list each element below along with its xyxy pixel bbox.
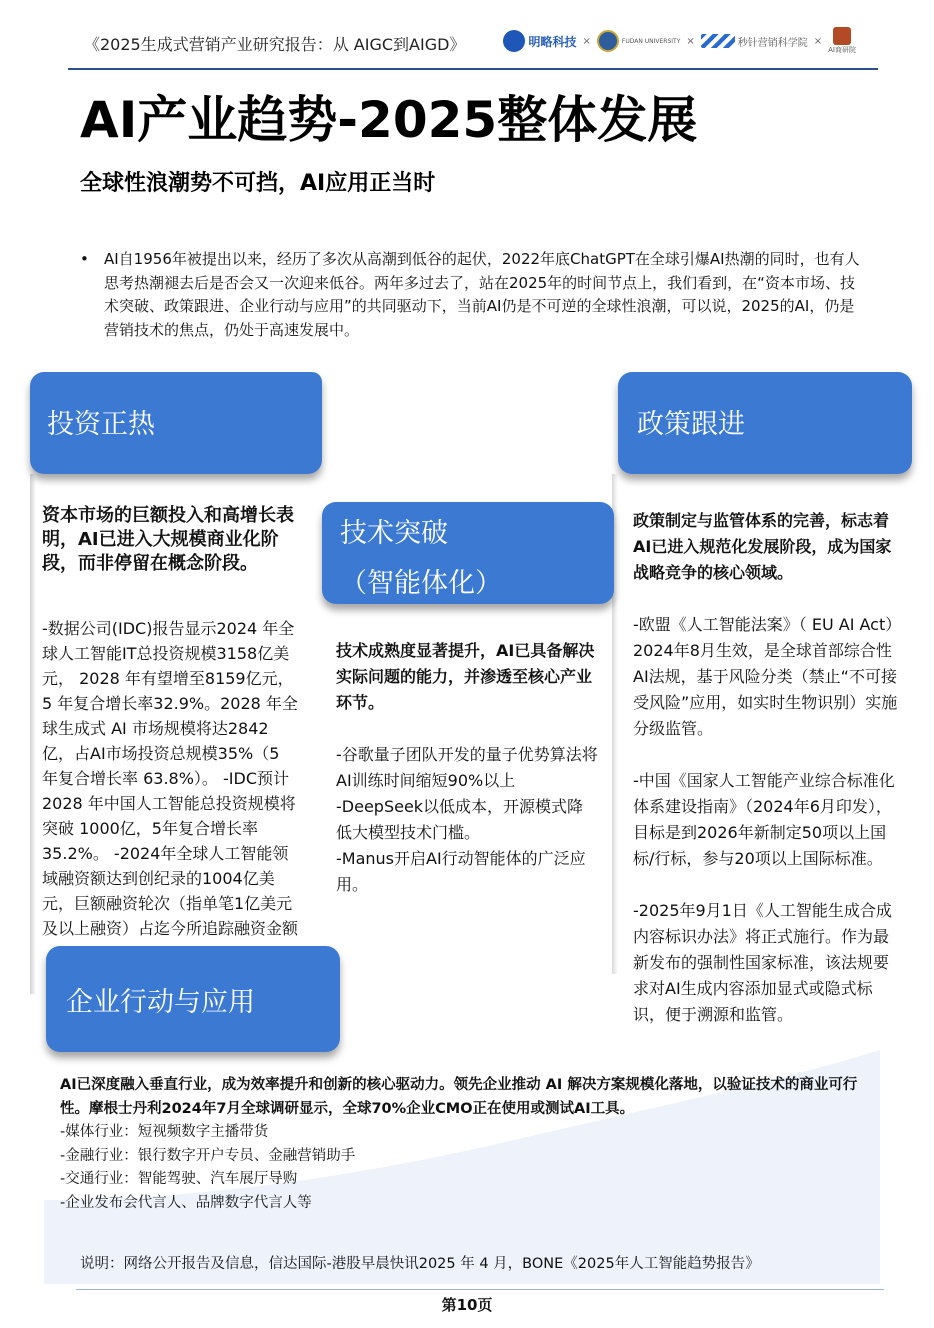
section-heading-tech [322,502,614,604]
enterprise-body [60,1074,860,1215]
enterprise-lead: AI已深度融入垂直行业，成为效率提升和创新的核心驱动力。领先企业推动 AI 解决方案规模化落地，以验证技术的商业可行性。摩根士丹利2024年7月全球调研显示，全球70%企业CMO正在使用或测试AI工具。 [60,1077,858,1117]
invest-detail: -数据公司(IDC)报告显示2024 年全球人工智能IT总投资规模3158亿美元， 2028 年有望增至8159亿元，5 年复合增长率32.9%。2028 年全球生成式 AI 市场规模将达2842亿，占AI市场投资总规模35%（5 年复合增长率 63.8%）。 -IDC预计 2028 年中国人工智能总投资规模将突破 1000亿，5年复合增长率35.2%。 -2024年全球人工智能领域融资额达到创纪录的1004亿美元，巨额融资轮次（指单笔1亿美元及以上融资）占迄今所追踪融资金额 [42,619,299,938]
enterprise-heading-text: 企业行动与应用 [66,987,255,1018]
tech-item: -DeepSeek以低成本，开源模式降低大模型技术门槛。 [336,797,584,842]
tech-item: -Manus开启AI行动智能体的广泛应用。 [336,849,586,894]
intro-paragraph [80,248,880,342]
column-shadow [30,474,36,994]
logo-miaozhen [701,34,808,49]
policy-item: -中国《国家人工智能产业综合标准化体系建设指南》（2024年6月印发），目标是到2026年新制定50项以上国标/行标，参与20项以上国际标准。 [633,771,895,868]
policy-lead: 政策制定与监管体系的完善，标志着AI已进入规范化发展阶段，成为国家战略竞争的核心领域。 [633,511,892,582]
enterprise-item: -企业发布会代言人、品牌数字代言人等 [60,1194,312,1211]
miaozhen-wave-icon [701,34,735,48]
fudan-seal-icon [597,30,619,52]
logo-separator: × [813,35,823,47]
logo-ai-institute [828,27,856,55]
enterprise-item: -媒体行业：短视频数字主播带货 [60,1124,269,1140]
invest-lead: 资本市场的巨额投入和高增长表明，AI已进入大规模商业化阶段，而非停留在概念阶段。 [42,505,294,574]
logo-minglue [503,30,576,52]
minglue-logo-icon [503,30,525,52]
logo-fudan-sub: FUDAN UNIVERSITY [621,37,681,45]
ai-institute-icon [833,27,851,45]
logo-fudan [597,30,680,52]
logo-minglue-name: 明略科技 [528,34,577,49]
tech-heading-line1: 技术突破 [340,518,448,549]
source-note: 说明：网络公开报告及信息，信达国际-港股早晨快讯2025 年 4 月，BONE《2025年人工智能趋势报告》 [80,1256,760,1272]
page-title: AI产业趋势-2025整体发展 [80,91,698,149]
tech-item: -谷歌量子团队开发的量子优势算法将AI训练时间缩短90%以上 [336,745,598,790]
logo-ai-institute-sub: AI商研院 [828,46,856,54]
logo-separator: × [686,35,695,47]
header-divider [68,68,878,70]
partner-logos [503,28,856,54]
section-heading-enterprise [46,946,340,1052]
footer-divider [76,1289,884,1290]
enterprise-item: -交通行业：智能驾驶、汽车展厅导购 [60,1171,298,1187]
page-number: 第10页 [441,1296,493,1314]
bullet-icon: • [80,250,89,268]
intro-text: AI自1956年被提出以来，经历了多次从高潮到低谷的起伏，2022年底ChatGPT在全球引爆AI热潮的同时，也有人思考热潮褪去后是否会又一次迎来低谷。两年多过去了，站在2025年的时间节点上，我们看到，在“资本市场、技术突破、政策跟进、企业行动与应用”的共同驱动下，当前AI仍是不可逆的全球性浪潮，可以说，2025的AI，仍是营销技术的焦点，仍处于高速发展中。 [104,250,860,339]
report-title: 《2025生成式营销产业研究报告：从 AIGC到AIGD》 [84,35,466,54]
tech-body [336,638,598,898]
policy-item: -2025年9月1日《人工智能生成合成内容标识办法》将正式施行。作为最新发布的强制性国家标准，该法规要求对AI生成内容添加显式或隐式标识，便于溯源和监管。 [633,901,892,1024]
section-heading-invest [30,372,322,474]
invest-body [42,504,300,960]
policy-heading-text: 政策跟进 [637,409,745,440]
page-subtitle: 全球性浪潮势不可挡，AI应用正当时 [80,171,436,196]
section-heading-policy [618,372,912,474]
tech-heading-line2: （智能体化） [340,568,502,599]
logo-miaozhen-sub: 秒针营销科学院 [737,37,808,49]
logo-separator: × [582,35,591,47]
tech-lead: 技术成熟度显著提升，AI已具备解决实际问题的能力，并渗透至核心产业环节。 [336,641,595,712]
policy-body [633,508,903,1028]
policy-item: -欧盟《人工智能法案》（ EU AI Act）2024年8月生效，是全球首部综合性AI法规，基于风险分类（禁止“不可接受风险”应用，如实时生物识别）实施分级监管。 [633,615,902,738]
enterprise-item: -金融行业：银行数字开户专员、金融营销助手 [60,1147,356,1164]
invest-heading-text: 投资正热 [47,409,155,440]
